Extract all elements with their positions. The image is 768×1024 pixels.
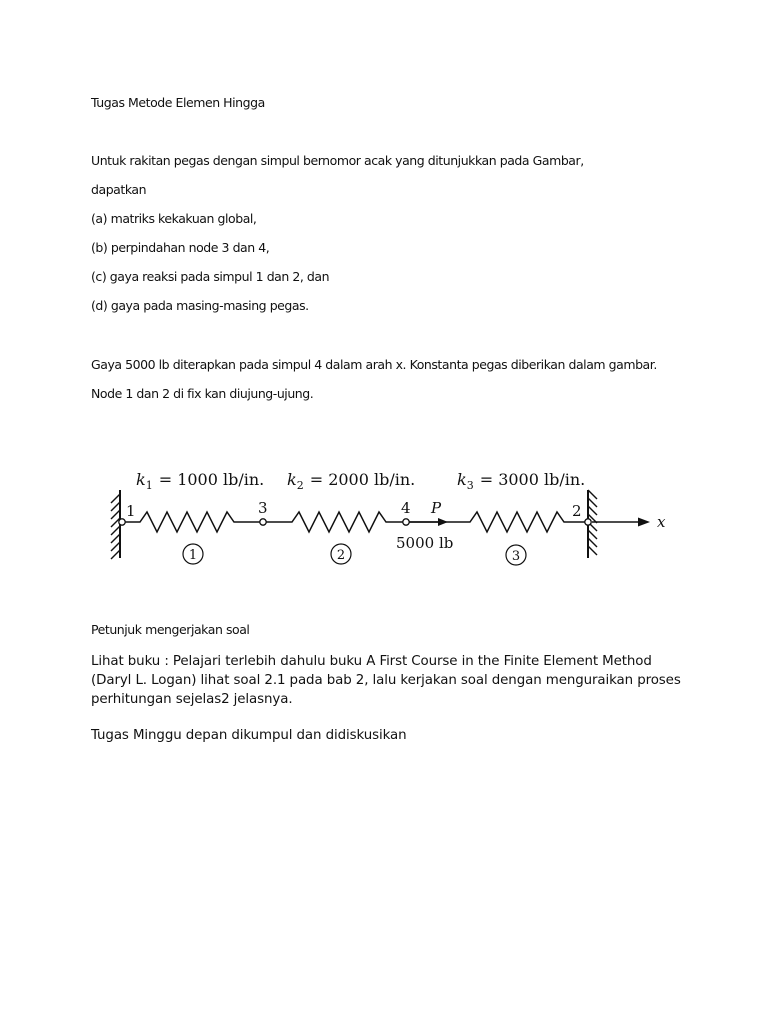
node-label-1: 1	[126, 502, 136, 520]
node-label-3: 3	[258, 499, 268, 517]
node-2	[585, 519, 591, 525]
task-item-b: (b) perpindahan node 3 dan 4,	[91, 240, 270, 255]
hint-body: Lihat buku : Pelajari terlebih dahulu buku A First Course in the Finite Element Method (Daryl L. Logan) lihat soal 2.1 pada bab 2, lalu kerjakan soal dengan menguraikan proses perhitungan sejelas2 jelasnya.	[91, 654, 681, 707]
closing-text: Tugas Minggu depan dikumpul dan didiskusikan	[91, 728, 407, 743]
spring-assembly-figure	[100, 460, 680, 580]
load-symbol: P	[431, 499, 442, 517]
axis-label: x	[657, 513, 666, 531]
stiffness-labels	[136, 470, 585, 492]
k2-label: $k_2 = 2000$ lb/in.	[287, 470, 416, 492]
load-value: 5000 lb	[396, 534, 454, 552]
element-number-1: 1	[188, 548, 198, 563]
boundary-description: Node 1 dan 2 di fix kan diujung-ujung.	[91, 386, 314, 401]
spring-1	[122, 512, 260, 532]
node-3	[260, 519, 266, 525]
k3-label: $k_3 = 3000$ lb/in.	[457, 470, 586, 492]
node-label-2: 2	[572, 502, 582, 520]
task-item-c: (c) gaya reaksi pada simpul 1 dan 2, dan	[91, 269, 330, 284]
node-4	[403, 519, 409, 525]
element-number-2: 2	[336, 548, 346, 563]
element-number-3: 3	[511, 549, 521, 564]
task-item-d: (d) gaya pada masing-masing pegas.	[91, 298, 309, 313]
document-title: Tugas Metode Elemen Hingga	[91, 95, 265, 110]
hint-heading: Petunjuk mengerjakan soal	[91, 622, 250, 637]
left-fixed-support	[111, 490, 120, 559]
dapatkan-text: dapatkan	[91, 182, 147, 197]
task-item-a: (a) matriks kekakuan global,	[91, 211, 257, 226]
k1-label: $k_1 = 1000$ lb/in.	[136, 470, 265, 492]
x-axis-arrow	[592, 518, 650, 527]
load-description: Gaya 5000 lb diterapkan pada simpul 4 dalam arah x. Konstanta pegas diberikan dalam gambar.	[91, 357, 657, 372]
spring-2	[266, 512, 403, 532]
node-1	[119, 519, 125, 525]
intro-text: Untuk rakitan pegas dengan simpul bernomor acak yang ditunjukkan pada Gambar,	[91, 153, 584, 168]
load-arrow	[409, 518, 448, 526]
node-label-4: 4	[401, 499, 411, 517]
